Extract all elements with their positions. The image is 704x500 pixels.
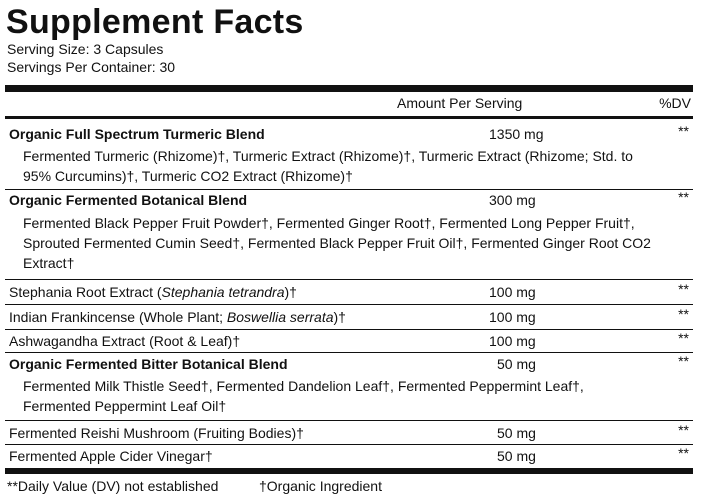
nutrient-amount: 100 mg <box>489 309 536 325</box>
dv-header: %DV <box>659 95 691 111</box>
description-line: 95% Curcumins)†, Turmeric CO2 Extract (Rhizome)† <box>23 168 353 184</box>
nutrient-amount: 50 mg <box>497 448 536 464</box>
row-divider <box>5 279 693 280</box>
description-line: Fermented Black Pepper Fruit Powder†, Fermented Ginger Root†, Fermented Long Pepper Fruit†, <box>23 215 635 231</box>
description-line: Fermented Peppermint Leaf Oil† <box>23 398 227 414</box>
description-line: Sprouted Fermented Cumin Seed†, Fermented Black Pepper Fruit Oil†, Fermented Ginger Root CO2 <box>23 235 651 251</box>
panel-title: Supplement Facts <box>6 3 304 41</box>
nutrient-name: Organic Fermented Botanical Blend <box>9 192 248 208</box>
nutrient-description <box>23 376 691 416</box>
divider-thick <box>5 85 693 92</box>
nutrient-description <box>23 146 691 186</box>
nutrient-dv: ** <box>678 353 689 369</box>
description-line: Fermented Turmeric (Rhizome)†, Turmeric Extract (Rhizome)†, Turmeric Extract (Rhizome; Std. to <box>23 148 633 164</box>
nutrient-description <box>23 213 691 273</box>
nutrient-amount: 1350 mg <box>489 126 544 142</box>
nutrient-name: Fermented Apple Cider Vinegar† <box>9 448 213 464</box>
description-line: Fermented Milk Thistle Seed†, Fermented Dandelion Leaf†, Fermented Peppermint Leaf†, <box>23 378 584 394</box>
facts-table <box>5 0 693 500</box>
divider-medium <box>5 116 693 119</box>
botanical-name: Boswellia serrata <box>226 309 334 325</box>
nutrient-dv: ** <box>678 422 689 438</box>
serving-size: Serving Size: 3 Capsules <box>7 41 164 57</box>
nutrient-dv: ** <box>678 445 689 461</box>
nutrient-amount: 50 mg <box>497 356 536 372</box>
nutrient-amount: 50 mg <box>497 425 536 441</box>
nutrient-name: Ashwagandha Extract (Root & Leaf)† <box>9 333 241 349</box>
row-divider <box>5 304 693 305</box>
row-divider <box>5 352 693 353</box>
amount-header: Amount Per Serving <box>397 95 523 111</box>
nutrient-amount: 100 mg <box>489 284 536 300</box>
servings-per-container: Servings Per Container: 30 <box>7 59 176 75</box>
nutrient-dv: ** <box>678 123 689 139</box>
divider-thick-bottom <box>5 468 693 474</box>
nutrient-amount: 100 mg <box>489 333 536 349</box>
row-divider <box>5 329 693 330</box>
nutrient-dv: ** <box>678 330 689 346</box>
description-line: Extract† <box>23 255 75 271</box>
nutrient-dv: ** <box>678 306 689 322</box>
nutrient-name: Fermented Reishi Mushroom (Fruiting Bodies)† <box>9 425 304 441</box>
nutrient-dv: ** <box>678 189 689 205</box>
nutrient-dv: ** <box>678 281 689 297</box>
botanical-name: Stephania tetrandra <box>161 284 285 300</box>
nutrient-amount: 300 mg <box>489 192 536 208</box>
nutrient-name: Organic Full Spectrum Turmeric Blend <box>9 126 265 142</box>
organic-footnote: †Organic Ingredient <box>259 478 382 494</box>
column-header <box>5 95 693 113</box>
row-divider <box>5 420 693 421</box>
dv-footnote: **Daily Value (DV) not established <box>7 478 219 494</box>
nutrient-name: Stephania Root Extract (Stephania tetrandra)† <box>9 284 297 300</box>
row-divider <box>5 189 693 190</box>
nutrient-name: Indian Frankincense (Whole Plant; Boswellia serrata)† <box>9 309 346 325</box>
row-divider <box>5 444 693 445</box>
nutrient-name: Organic Fermented Bitter Botanical Blend <box>9 356 288 372</box>
